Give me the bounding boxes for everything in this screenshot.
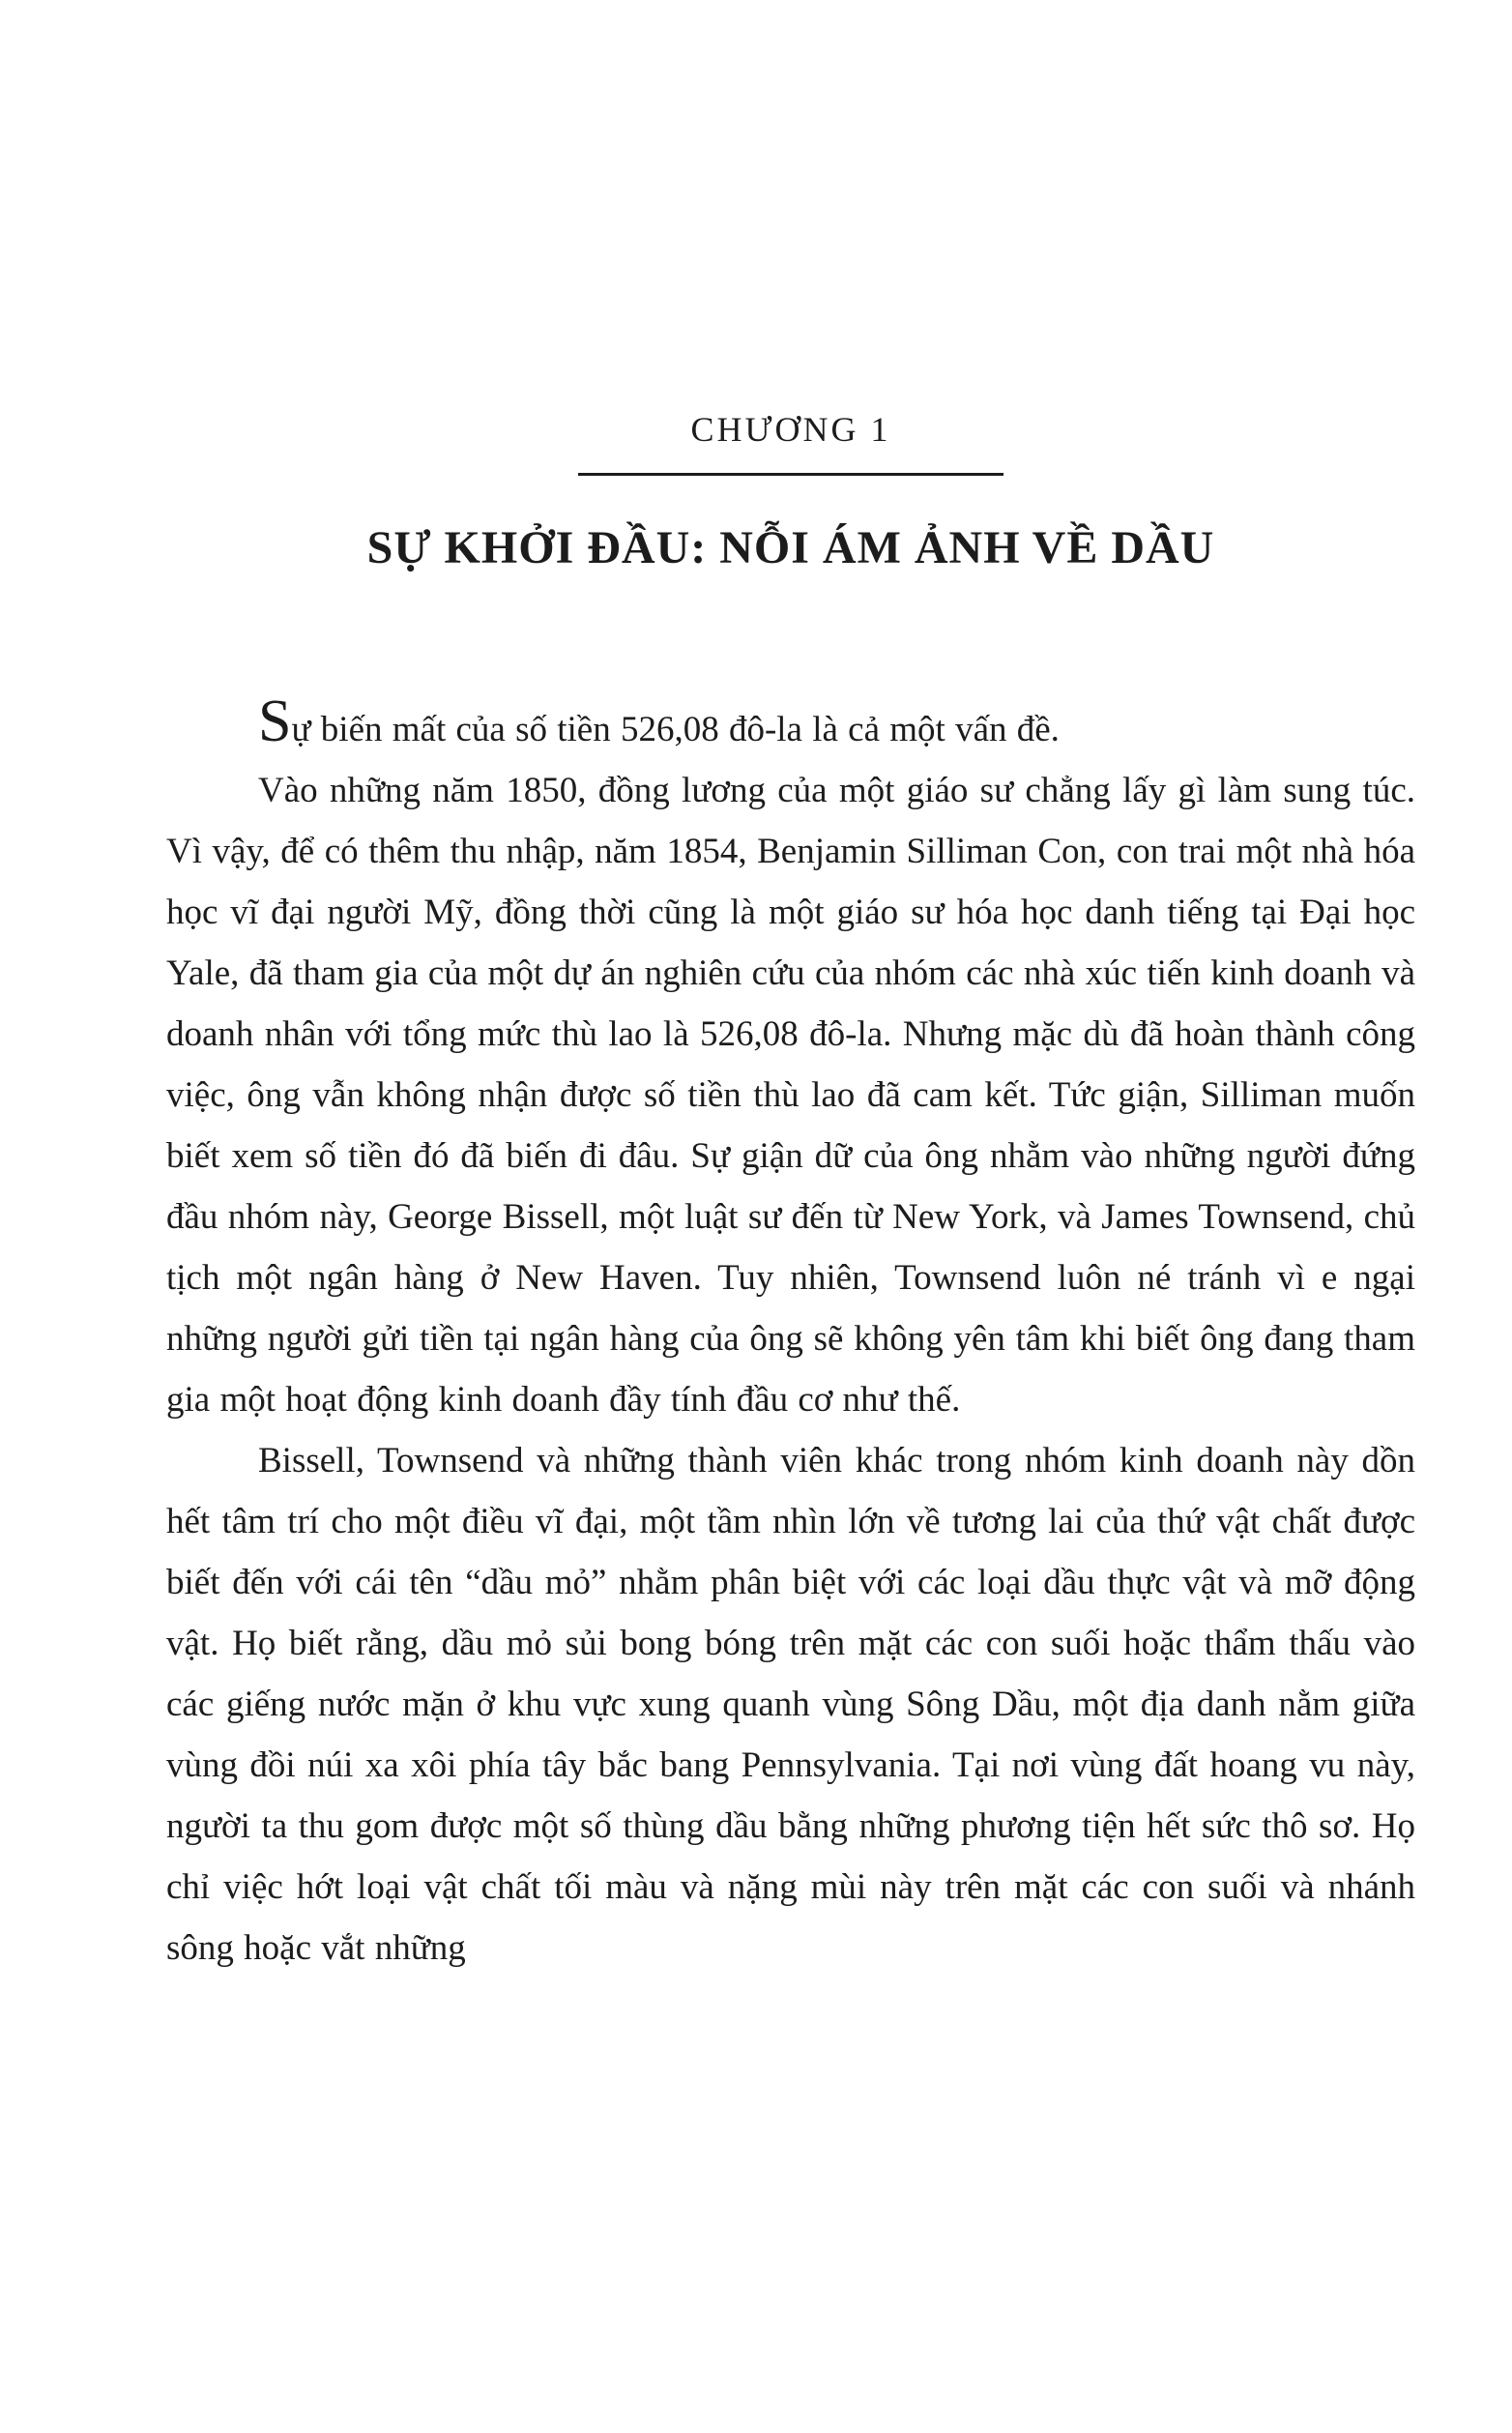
drop-cap-initial: S bbox=[258, 689, 292, 755]
paragraph-opening bbox=[166, 689, 1415, 760]
chapter-header bbox=[166, 411, 1415, 575]
paragraph: Vào những năm 1850, đồng lương của một giáo sư chẳng lấy gì làm sung túc. Vì vậy, để có thêm thu nhập, năm 1854, Benjamin Silliman Con, con trai một nhà hóa học vĩ đại người Mỹ, đồng thời cũng là một giáo sư hóa học danh tiếng tại Đại học Yale, đã tham gia của một dự án nghiên cứu của nhóm các nhà xúc tiến kinh doanh và doanh nhân với tổng mức thù lao là 526,08 đô-la. Nhưng mặc dù đã hoàn thành công việc, ông vẫn không nhận được số tiền thù lao đã cam kết. Tức giận, Silliman muốn biết xem số tiền đó đã biến đi đâu. Sự giận dữ của ông nhằm vào những người đứng đầu nhóm này, George Bissell, một luật sư đến từ New York, và James Townsend, chủ tịch một ngân hàng ở New Haven. Tuy nhiên, Townsend luôn né tránh vì e ngại những người gửi tiền tại ngân hàng của ông sẽ không yên tâm khi biết ông đang tham gia một hoạt động kinh doanh đầy tính đầu cơ như thế. bbox=[166, 771, 1415, 1421]
chapter-label: CHƯƠNG 1 bbox=[690, 410, 891, 449]
body-text bbox=[166, 689, 1415, 1979]
page-title: SỰ KHỞI ĐẦU: NỖI ÁM ẢNH VỀ DẦU bbox=[366, 521, 1215, 573]
paragraph: Bissell, Townsend và những thành viên khác trong nhóm kinh doanh này dồn hết tâm trí cho một điều vĩ đại, một tầm nhìn lớn về tương lai của thứ vật chất được biết đến với cái tên “dầu mỏ” nhằm phân biệt với các loại dầu thực vật và mỡ động vật. Họ biết rằng, dầu mỏ sủi bong bóng trên mặt các con suối hoặc thẩm thấu vào các giếng nước mặn ở khu vực xung quanh vùng Sông Dầu, một địa danh nằm giữa vùng đồi núi xa xôi phía tây bắc bang Pennsylvania. Tại nơi vùng đất hoang vu này, người ta thu gom được một số thùng dầu bằng những phương tiện hết sức thô sơ. Họ chỉ việc hớt loại vật chất tối màu và nặng mùi này trên mặt các con suối và nhánh sông hoặc vắt những bbox=[166, 1441, 1415, 1969]
opening-sentence: ự biến mất của số tiền 526,08 đô-la là cả một vấn đề. bbox=[291, 710, 1060, 750]
chapter-divider-rule bbox=[578, 473, 1003, 476]
